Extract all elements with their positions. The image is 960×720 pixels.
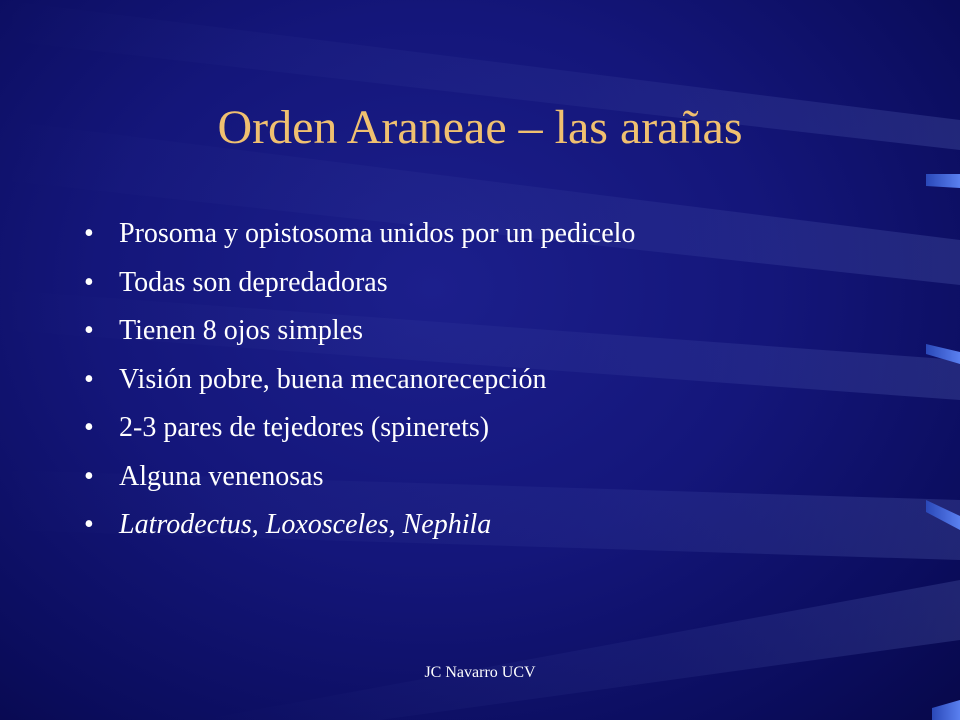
bullet-text: Prosoma y opistosoma unidos por un pedicelo (119, 218, 636, 249)
bullet-text: Tienen 8 ojos simples (119, 315, 363, 346)
bullet-mark: • (84, 363, 94, 395)
genus-separator: , (251, 509, 266, 540)
bullet-item (84, 307, 635, 356)
bullet-mark: • (84, 266, 94, 298)
accent-bar-1 (926, 174, 960, 188)
slide-title: Orden Araneae – las arañas (217, 101, 743, 154)
bullet-text: Alguna venenosas (119, 460, 324, 492)
bullet-mark: • (84, 460, 94, 492)
genus-loxosceles: Loxosceles (265, 509, 389, 540)
bullet-text: Todas son depredadoras (119, 266, 388, 298)
slide-footer: JC Navarro UCV (424, 664, 536, 681)
genus-latrodectus: Latrodectus (119, 509, 252, 540)
bullet-item (84, 404, 635, 453)
bullet-item (84, 356, 635, 405)
bullet-item (84, 453, 635, 502)
bullet-item (84, 210, 635, 259)
bullet-item (84, 259, 635, 308)
bullet-mark: • (84, 412, 94, 443)
genus-separator: , (388, 509, 403, 540)
bullet-item-genera (84, 501, 635, 550)
bullet-text: 2-3 pares de tejedores (spinerets) (119, 412, 490, 443)
ray-5 (200, 580, 960, 720)
genus-nephila: Nephila (402, 509, 492, 540)
bullet-mark: • (84, 509, 94, 540)
bullet-list (84, 210, 635, 550)
bullet-mark: • (84, 218, 94, 249)
bullet-text: Visión pobre, buena mecanorecepción (119, 363, 547, 395)
accent-bar-4 (932, 700, 960, 720)
bullet-mark: • (84, 315, 94, 346)
